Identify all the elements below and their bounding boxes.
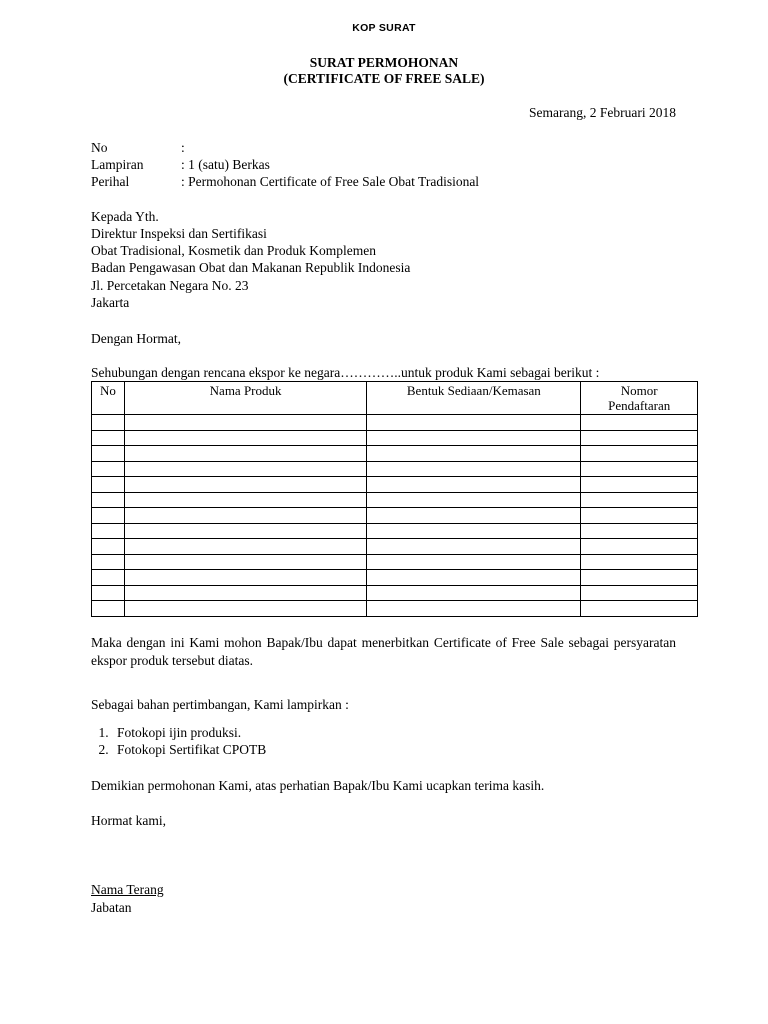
table-cell (367, 554, 581, 570)
table-cell (367, 446, 581, 462)
recipient-line: Obat Tradisional, Kosmetik dan Produk Komplemen (91, 243, 376, 258)
meta-label: No (91, 140, 108, 155)
table-cell (367, 523, 581, 539)
table-row (92, 446, 698, 462)
table-cell (92, 523, 125, 539)
table-cell (581, 446, 698, 462)
table-header-row (92, 382, 698, 415)
salutation: Hormat kami, (91, 813, 166, 828)
table-row (92, 570, 698, 586)
header-bentuk: Bentuk Sediaan/Kemasan (367, 382, 581, 415)
table-row (92, 523, 698, 539)
table-cell (581, 492, 698, 508)
table-cell (92, 492, 125, 508)
table-row (92, 585, 698, 601)
table-cell (581, 601, 698, 617)
meta-no (91, 139, 185, 156)
letter-date: Semarang, 2 Februari 2018 (529, 105, 676, 120)
table-row (92, 492, 698, 508)
table-cell (581, 430, 698, 446)
table-cell (581, 554, 698, 570)
table-cell (124, 523, 366, 539)
table-cell (124, 430, 366, 446)
recipient-line: Jakarta (91, 295, 130, 310)
table-cell (367, 461, 581, 477)
list-item: 2. Fotokopi Sertifikat CPOTB (112, 741, 266, 758)
table-cell (581, 585, 698, 601)
table-row (92, 554, 698, 570)
table-cell (124, 570, 366, 586)
table-cell (581, 508, 698, 524)
table-row (92, 508, 698, 524)
table-cell (92, 585, 125, 601)
table-cell (367, 430, 581, 446)
table-cell (92, 461, 125, 477)
request-paragraph-text: Maka dengan ini Kami mohon Bapak/Ibu dapat menerbitkan Certificate of Free Sale sebagai persyaratan ekspor produk tersebut diatas. (91, 635, 676, 668)
table-cell (367, 570, 581, 586)
table-cell (92, 415, 125, 431)
table-cell (92, 601, 125, 617)
meta-label: Perihal (91, 174, 130, 189)
letter-subtitle: (CERTIFICATE OF FREE SALE) (283, 71, 485, 86)
table-cell (581, 539, 698, 555)
table-cell (92, 554, 125, 570)
attachments-intro: Sebagai bahan pertimbangan, Kami lampirkan : (91, 697, 349, 712)
table-row (92, 477, 698, 493)
request-paragraph (91, 634, 676, 669)
table-cell (124, 492, 366, 508)
table-cell (124, 539, 366, 555)
table-cell (367, 508, 581, 524)
meta-value: : (181, 140, 185, 155)
table-cell (581, 461, 698, 477)
table-cell (367, 601, 581, 617)
recipient-line: Kepada Yth. (91, 209, 159, 224)
table-cell (581, 570, 698, 586)
table-row (92, 601, 698, 617)
letterhead-placeholder: KOP SURAT (352, 22, 416, 34)
table-cell (367, 477, 581, 493)
product-table (91, 381, 698, 617)
table-cell (92, 430, 125, 446)
table-cell (124, 415, 366, 431)
header-nomor-pendaftaran (581, 382, 698, 415)
table-cell (124, 461, 366, 477)
table-cell (124, 446, 366, 462)
table-cell (581, 523, 698, 539)
attachments-list (91, 724, 266, 758)
header-nomor-line1: Nomor (620, 383, 658, 398)
intro-text: Sehubungan dengan rencana ekspor ke negara…………..untuk produk Kami sebagai berikut : (91, 365, 600, 380)
table-cell (124, 477, 366, 493)
table-cell (124, 508, 366, 524)
table-cell (367, 539, 581, 555)
signature-title: Jabatan (91, 900, 132, 915)
table-cell (92, 446, 125, 462)
table-cell (581, 415, 698, 431)
header-nomor-line2: Pendaftaran (608, 398, 671, 413)
meta-label: Lampiran (91, 157, 144, 172)
recipient-line: Direktur Inspeksi dan Sertifikasi (91, 226, 267, 241)
table-row (92, 461, 698, 477)
table-cell (367, 415, 581, 431)
table-cell (367, 492, 581, 508)
table-cell (124, 585, 366, 601)
table-cell (124, 601, 366, 617)
table-cell (92, 508, 125, 524)
greeting: Dengan Hormat, (91, 331, 181, 346)
table-cell (124, 554, 366, 570)
meta-lampiran (91, 156, 270, 173)
closing-text: Demikian permohonan Kami, atas perhatian Bapak/Ibu Kami ucapkan terima kasih. (91, 778, 545, 793)
table-cell (92, 539, 125, 555)
header-nama-produk: Nama Produk (124, 382, 366, 415)
signature-name: Nama Terang (91, 882, 164, 897)
table-body (92, 415, 698, 617)
recipient-line: Badan Pengawasan Obat dan Makanan Republik Indonesia (91, 260, 411, 275)
list-item: 1. Fotokopi ijin produksi. (112, 724, 266, 741)
table-cell (92, 570, 125, 586)
letter-title: SURAT PERMOHONAN (309, 55, 459, 70)
table-cell (367, 585, 581, 601)
meta-perihal (91, 173, 479, 190)
table-row (92, 539, 698, 555)
meta-value: : Permohonan Certificate of Free Sale Obat Tradisional (181, 174, 480, 189)
header-no: No (92, 382, 125, 415)
table-cell (581, 477, 698, 493)
recipient-line: Jl. Percetakan Negara No. 23 (91, 278, 249, 293)
table-cell (92, 477, 125, 493)
meta-value: : 1 (satu) Berkas (181, 157, 270, 172)
table-row (92, 415, 698, 431)
table-row (92, 430, 698, 446)
